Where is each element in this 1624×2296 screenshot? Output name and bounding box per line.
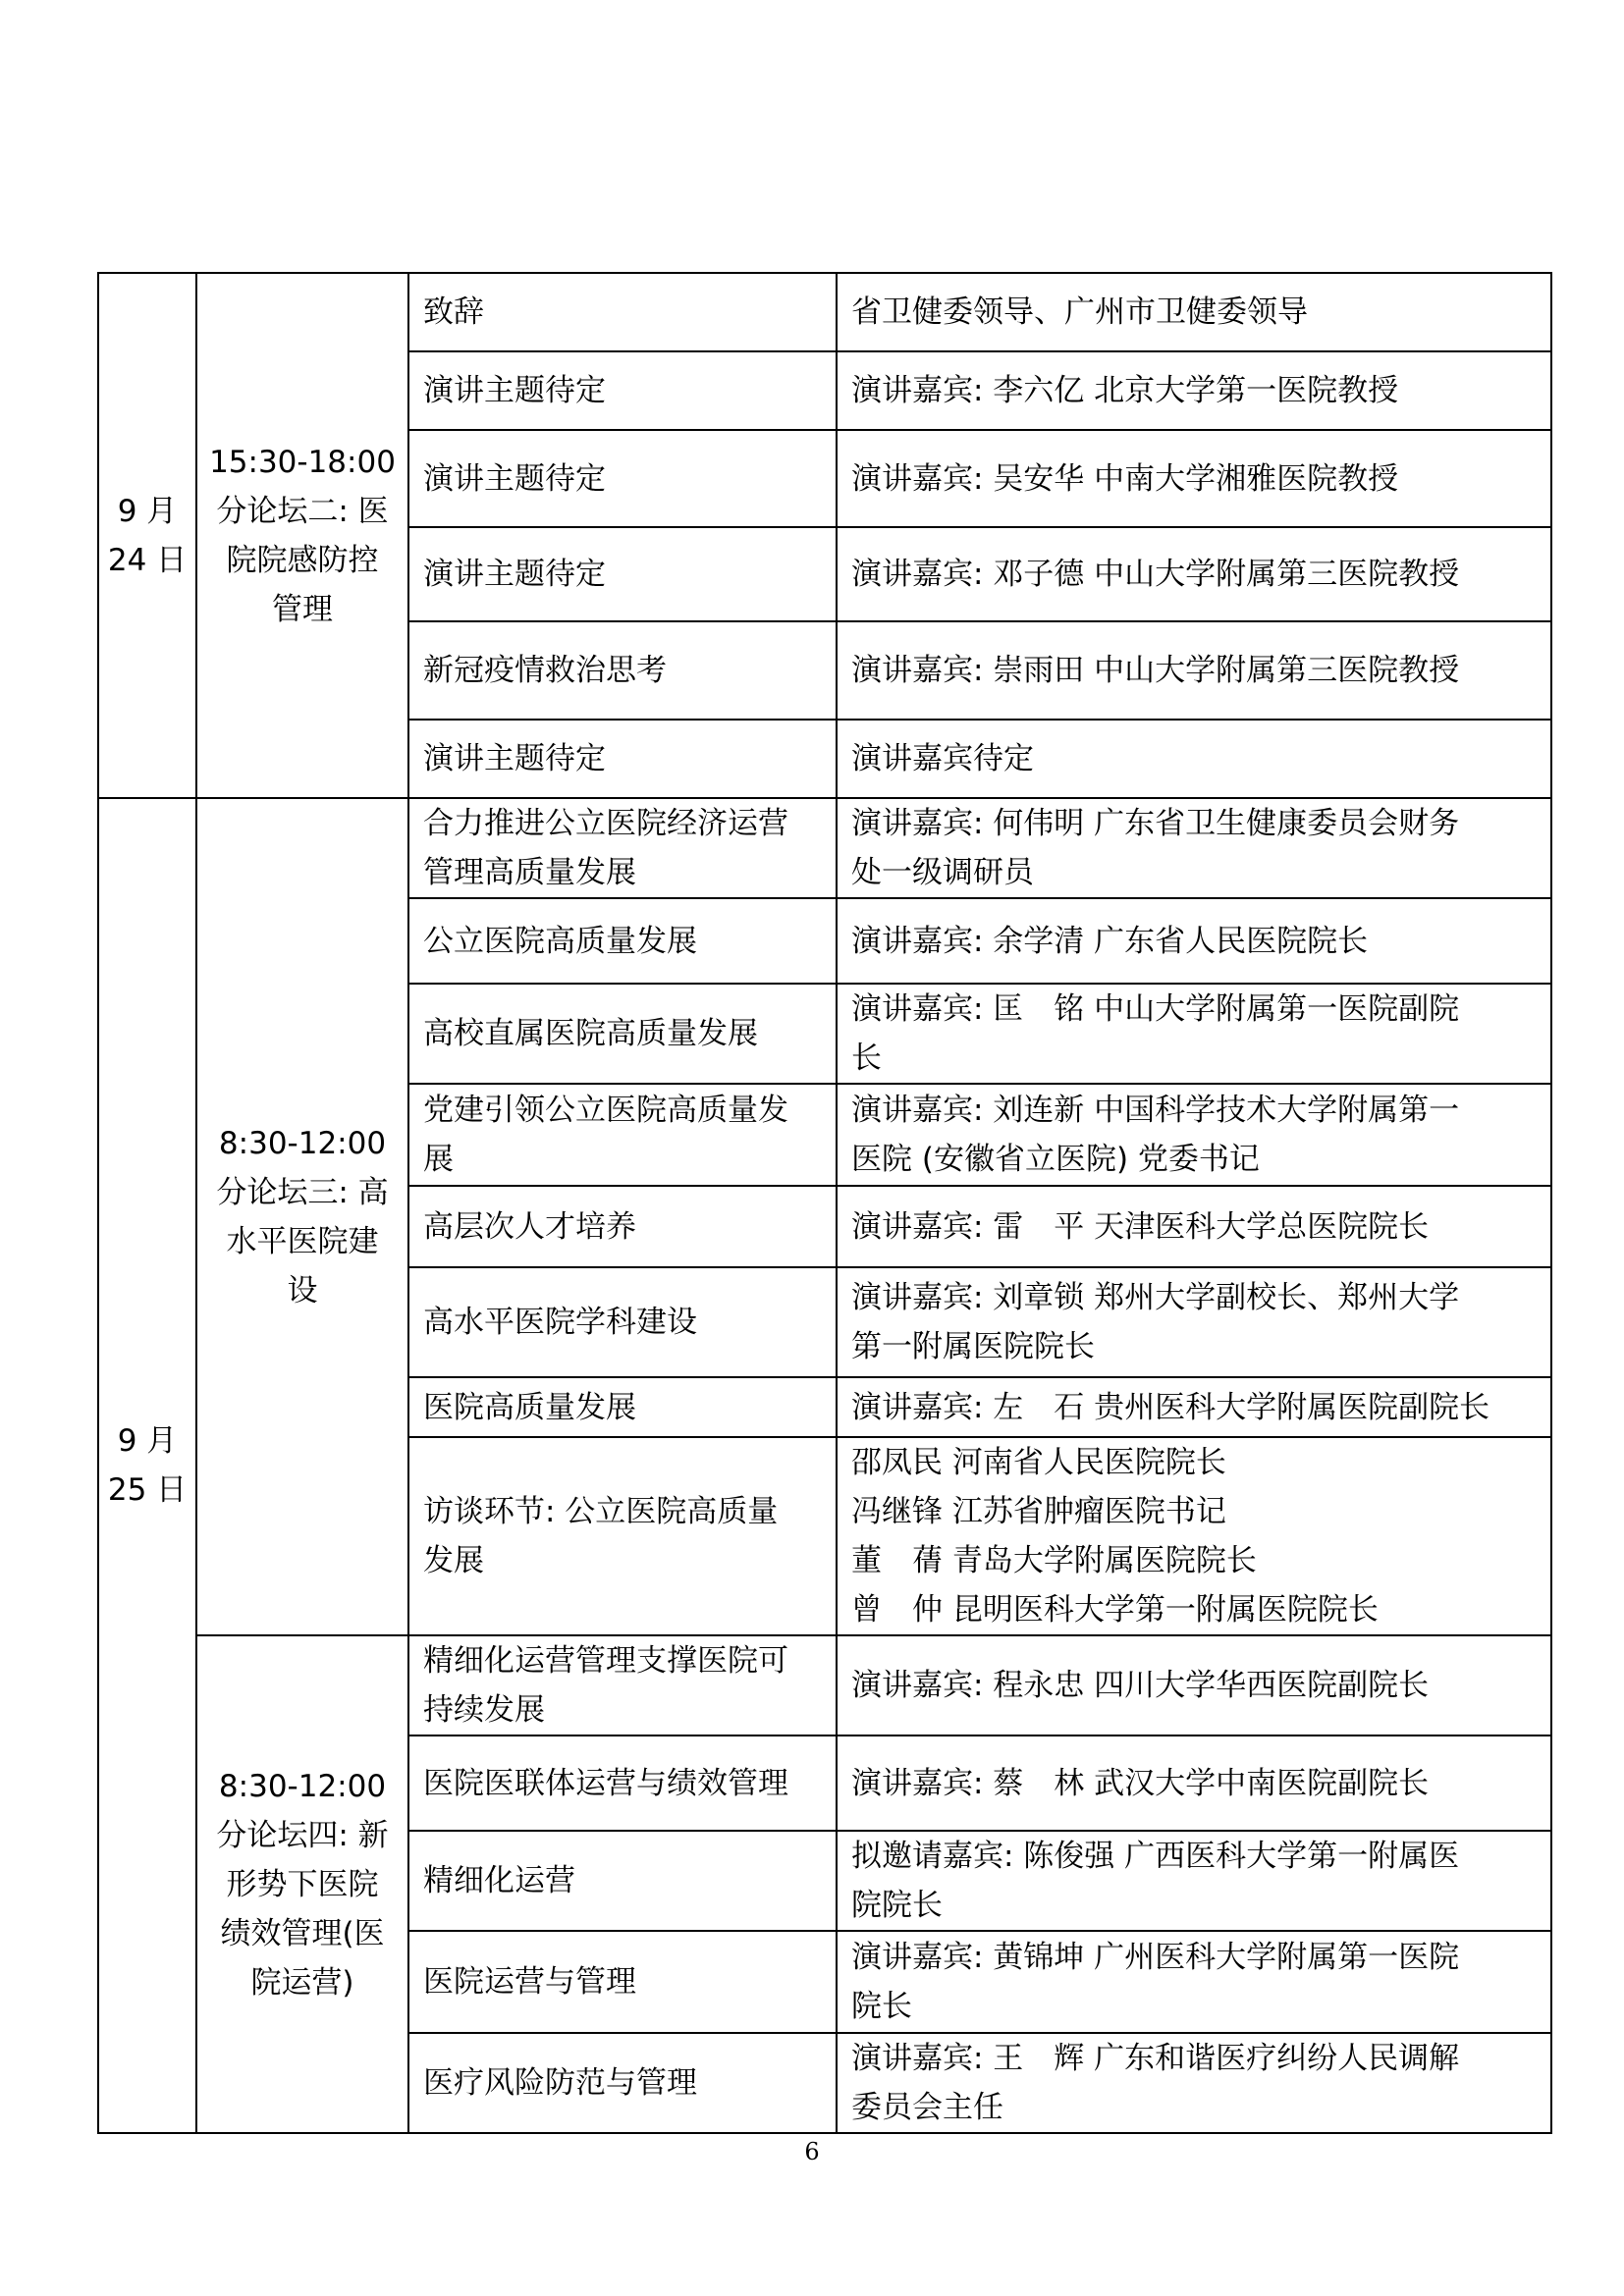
topic-line: 发展 — [423, 1543, 484, 1578]
date-cell — [98, 798, 196, 2133]
topic-cell — [408, 1084, 837, 1186]
speaker-cell — [837, 351, 1551, 430]
speaker-line: 演讲嘉宾: 崇雨田 中山大学附属第三医院教授 — [851, 653, 1460, 688]
topic-cell — [408, 1931, 837, 2033]
topic-line: 精细化运营 — [423, 1863, 575, 1898]
topic-cell — [408, 984, 837, 1084]
speaker-cell — [837, 1267, 1551, 1377]
speaker-line: 演讲嘉宾: 邓子德 中山大学附属第三医院教授 — [851, 557, 1460, 592]
topic-cell — [408, 798, 837, 898]
topic-cell — [408, 621, 837, 720]
speaker-cell — [837, 2033, 1551, 2133]
topic-cell — [408, 1735, 837, 1831]
session-line: 15:30-18:00 — [209, 444, 396, 480]
schedule-table — [97, 272, 1552, 2134]
table-row — [98, 798, 1551, 898]
speaker-line: 院院长 — [851, 1888, 943, 1923]
speaker-cell — [837, 798, 1551, 898]
speaker-line: 省卫健委领导、广州市卫健委领导 — [851, 294, 1308, 330]
topic-line: 致辞 — [423, 294, 484, 330]
date-line: 24 日 — [107, 542, 188, 578]
session-cell — [196, 1635, 408, 2133]
topic-line: 管理高质量发展 — [423, 855, 636, 890]
topic-cell — [408, 1831, 837, 1931]
speaker-line: 演讲嘉宾: 蔡 林 武汉大学中南医院副院长 — [851, 1765, 1430, 1801]
speaker-line: 董 蒨 青岛大学附属医院院长 — [851, 1543, 1257, 1578]
speaker-cell — [837, 1635, 1551, 1735]
topic-line: 党建引领公立医院高质量发 — [423, 1093, 788, 1128]
session-line: 水平医院建 — [226, 1223, 379, 1259]
topic-line: 高层次人才培养 — [423, 1208, 636, 1245]
session-line: 绩效管理(医 — [220, 1915, 385, 1951]
speaker-cell — [837, 527, 1551, 621]
topic-line: 演讲主题待定 — [423, 460, 606, 497]
speaker-cell — [837, 1831, 1551, 1931]
speaker-line: 演讲嘉宾待定 — [851, 741, 1034, 776]
speaker-line: 委员会主任 — [851, 2090, 1003, 2125]
speaker-line: 院长 — [851, 1989, 912, 2024]
session-line: 8:30-12:00 — [218, 1125, 387, 1161]
speaker-line: 拟邀请嘉宾: 陈俊强 广西医科大学第一附属医 — [851, 1839, 1460, 1874]
speaker-line: 长 — [851, 1041, 882, 1076]
topic-line: 新冠疫情救治思考 — [423, 653, 667, 688]
topic-cell — [408, 1186, 837, 1267]
session-line: 院院感防控 — [226, 542, 379, 578]
speaker-cell — [837, 1186, 1551, 1267]
session-line: 形势下医院 — [226, 1866, 379, 1902]
speaker-cell — [837, 720, 1551, 798]
table-row — [98, 273, 1551, 351]
topic-cell — [408, 2033, 837, 2133]
topic-line: 访谈环节: 公立医院高质量 — [423, 1494, 779, 1529]
speaker-cell — [837, 1735, 1551, 1831]
table-row — [98, 1635, 1551, 1735]
topic-cell — [408, 430, 837, 527]
session-cell — [196, 798, 408, 1635]
speaker-cell — [837, 1931, 1551, 2033]
session-line: 设 — [287, 1272, 318, 1308]
topic-line: 合力推进公立医院经济运营 — [423, 806, 788, 841]
speaker-cell — [837, 1377, 1551, 1437]
speaker-cell — [837, 273, 1551, 351]
session-line: 8:30-12:00 — [218, 1768, 387, 1804]
date-line: 9 月 — [117, 493, 178, 529]
session-line: 分论坛四: 新 — [216, 1817, 389, 1853]
topic-cell — [408, 898, 837, 984]
topic-cell — [408, 1437, 837, 1635]
topic-line: 高水平医院学科建设 — [423, 1305, 697, 1340]
session-line: 分论坛二: 医 — [216, 493, 389, 529]
topic-line: 公立医院高质量发展 — [423, 923, 697, 959]
speaker-cell — [837, 984, 1551, 1084]
speaker-cell — [837, 898, 1551, 984]
topic-line: 医院高质量发展 — [423, 1389, 636, 1425]
topic-line: 演讲主题待定 — [423, 557, 606, 592]
speaker-line: 处一级调研员 — [851, 855, 1034, 890]
topic-line: 展 — [423, 1142, 454, 1177]
speaker-line: 演讲嘉宾: 刘连新 中国科学技术大学附属第一 — [851, 1093, 1460, 1128]
session-line: 分论坛三: 高 — [216, 1174, 389, 1210]
date-line: 9 月 — [117, 1423, 178, 1459]
topic-cell — [408, 351, 837, 430]
speaker-cell — [837, 621, 1551, 720]
topic-cell — [408, 720, 837, 798]
speaker-line: 演讲嘉宾: 程永忠 四川大学华西医院副院长 — [851, 1668, 1430, 1703]
topic-line: 医院运营与管理 — [423, 1964, 636, 2000]
topic-cell — [408, 273, 837, 351]
topic-line: 持续发展 — [423, 1692, 545, 1728]
speaker-line: 演讲嘉宾: 左 石 贵州医科大学附属医院副院长 — [851, 1389, 1490, 1425]
speaker-line: 演讲嘉宾: 黄锦坤 广州医科大学附属第一医院 — [851, 1940, 1460, 1975]
speaker-line: 演讲嘉宾: 李六亿 北京大学第一医院教授 — [851, 373, 1399, 408]
page-number: 6 — [804, 2138, 820, 2165]
session-cell — [196, 273, 408, 798]
speaker-line: 邵凤民 河南省人民医院院长 — [851, 1445, 1226, 1480]
speaker-cell — [837, 1437, 1551, 1635]
speaker-line: 演讲嘉宾: 余学清 广东省人民医院院长 — [851, 923, 1369, 959]
speaker-line: 医院 (安徽省立医院) 党委书记 — [851, 1142, 1260, 1177]
schedule-body — [98, 273, 1551, 2133]
speaker-line: 演讲嘉宾: 王 辉 广东和谐医疗纠纷人民调解 — [851, 2041, 1460, 2076]
topic-line: 医疗风险防范与管理 — [423, 2065, 697, 2101]
topic-cell — [408, 527, 837, 621]
session-line: 院运营) — [250, 1964, 354, 2001]
session-line: 管理 — [272, 591, 333, 627]
date-line: 25 日 — [107, 1472, 188, 1508]
speaker-line: 演讲嘉宾: 匡 铭 中山大学附属第一医院副院 — [851, 991, 1460, 1027]
topic-cell — [408, 1377, 837, 1437]
speaker-line: 第一附属医院院长 — [851, 1329, 1095, 1364]
date-cell — [98, 273, 196, 798]
speaker-cell — [837, 1084, 1551, 1186]
topic-line: 高校直属医院高质量发展 — [423, 1016, 758, 1051]
speaker-line: 演讲嘉宾: 吴安华 中南大学湘雅医院教授 — [851, 460, 1399, 497]
topic-cell — [408, 1635, 837, 1735]
speaker-line: 演讲嘉宾: 刘章锁 郑州大学副校长、郑州大学 — [851, 1280, 1460, 1315]
speaker-cell — [837, 430, 1551, 527]
speaker-line: 曾 仲 昆明医科大学第一附属医院院长 — [851, 1592, 1379, 1628]
topic-line: 演讲主题待定 — [423, 373, 606, 408]
topic-line: 医院医联体运营与绩效管理 — [423, 1765, 788, 1801]
speaker-line: 演讲嘉宾: 何伟明 广东省卫生健康委员会财务 — [851, 806, 1460, 841]
speaker-line: 演讲嘉宾: 雷 平 天津医科大学总医院院长 — [851, 1208, 1430, 1245]
topic-line: 演讲主题待定 — [423, 741, 606, 776]
topic-line: 精细化运营管理支撑医院可 — [423, 1643, 788, 1679]
topic-cell — [408, 1267, 837, 1377]
speaker-line: 冯继锋 江苏省肿瘤医院书记 — [851, 1494, 1226, 1529]
